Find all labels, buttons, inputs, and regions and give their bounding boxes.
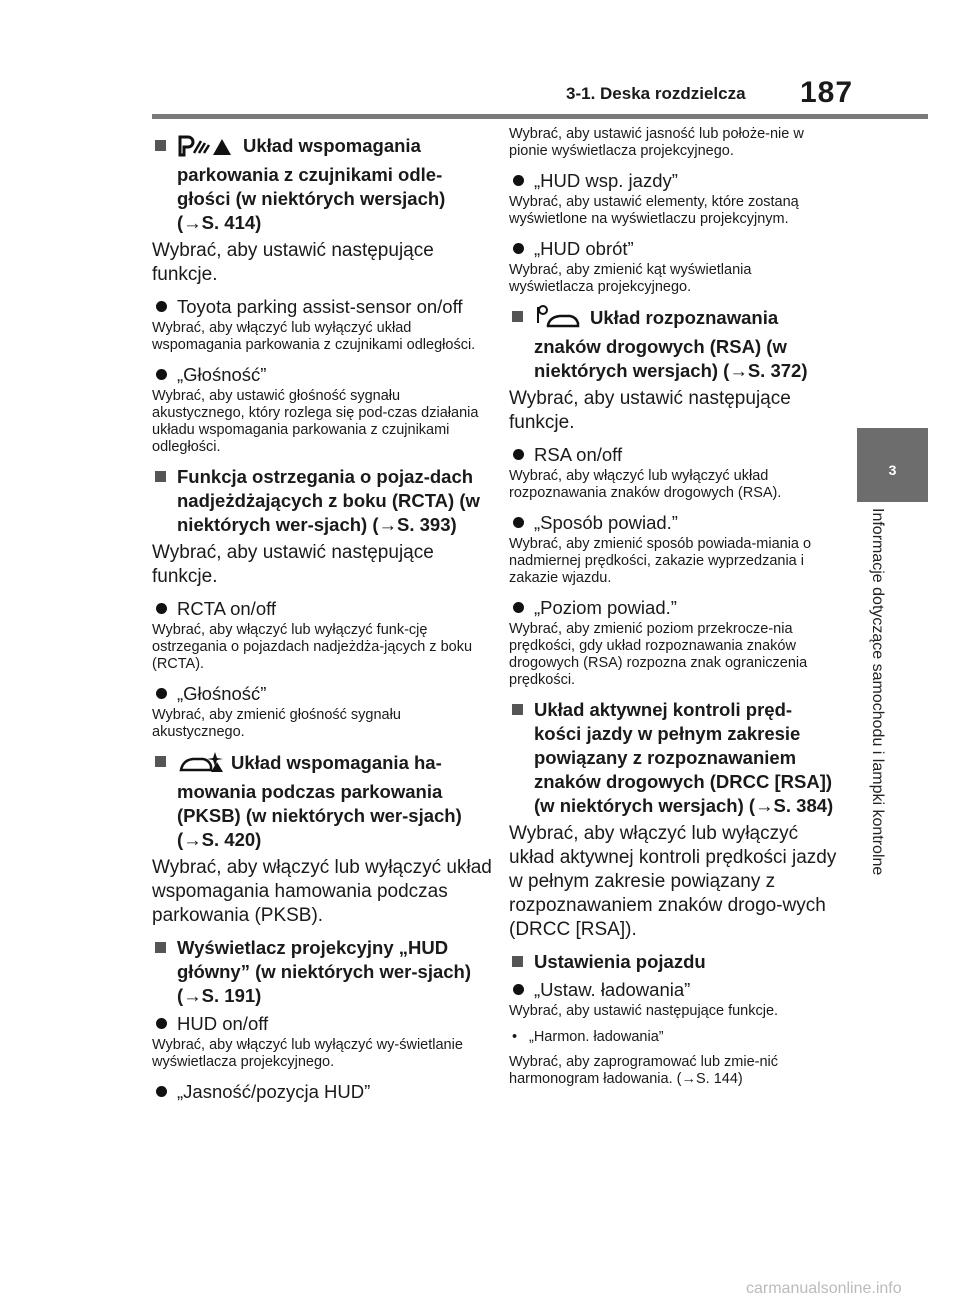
bullet-item	[509, 169, 839, 192]
section-title: Ustawienia pojazdu	[534, 951, 706, 972]
left-column	[152, 134, 492, 1105]
chapter-side-label	[864, 508, 890, 948]
bullet-item	[152, 597, 492, 620]
bullet-description: Wybrać, aby ustawić elementy, które zostaną wyświetlone na wyświetlaczu projekcyjnym.	[509, 194, 799, 227]
square-bullet-icon	[155, 756, 166, 767]
bullet-item	[152, 682, 492, 705]
bullet-label: „HUD wsp. jazdy”	[534, 170, 678, 191]
section-intro: Wybrać, aby włączyć lub wyłączyć układ wspomagania hamowania podczas parkowania (PKSB).	[152, 857, 492, 926]
section-title: Wyświetlacz projekcyjny „HUD główny” (w niektórych wer-sjach) (→S. 191)	[177, 937, 472, 1006]
bullet-label: HUD on/off	[177, 1013, 269, 1034]
chapter-label-text: Informacje dotyczące samochodu i lampki kontrolne	[869, 508, 886, 876]
bullet-item	[152, 363, 492, 386]
bullet-dot-icon	[513, 449, 524, 460]
bullet-description: Wybrać, aby włączyć lub wyłączyć układ rozpoznawania znaków drogowych (RSA).	[509, 468, 782, 501]
bullet-dot-icon	[513, 517, 524, 528]
section-heading	[509, 698, 839, 818]
small-bullet-icon: •	[512, 1029, 518, 1045]
section-title: Układ wspomagania ha-mowania podczas parkowania (PKSB) (w niektórych wer-sjach) (→S. 420)	[177, 752, 462, 850]
sub-bullet-item	[509, 1029, 839, 1046]
bullet-description: Wybrać, aby ustawić następujące funkcje.	[509, 1003, 779, 1019]
header-rule	[152, 114, 928, 119]
bullet-label: „Poziom powiad.”	[534, 597, 677, 618]
bullet-description: Wybrać, aby zmienić głośność sygnału akustycznego.	[152, 707, 401, 740]
square-bullet-icon	[512, 704, 523, 715]
section-heading	[509, 950, 839, 974]
bullet-label: RSA on/off	[534, 444, 623, 465]
bullet-item	[509, 978, 839, 1001]
bullet-description: Wybrać, aby zmienić sposób powiada-miania o nadmiernej prędkości, zakazie wyprzedzania i zakazie wjazdu.	[509, 536, 812, 586]
bullet-item	[152, 295, 492, 318]
section-title: Układ wspomagania parkowania z czujnikami odle-głości (w niektórych wersjach) (→S. 414)	[177, 135, 446, 233]
bullet-label: „Jasność/pozycja HUD”	[177, 1081, 371, 1102]
bullet-label: „Ustaw. ładowania”	[534, 979, 691, 1000]
bullet-description: Wybrać, aby włączyć lub wyłączyć funk-cję ostrzegania o pojazdach nadjeżdża-jących z boku (RCTA).	[152, 622, 473, 672]
section-title: Układ rozpoznawania znaków drogowych (RSA) (w niektórych wersjach) (→S. 372)	[534, 307, 808, 381]
bullet-description: Wybrać, aby włączyć lub wyłączyć układ wspomagania parkowania z czujnikami odległości.	[152, 320, 476, 353]
section-intro: Wybrać, aby włączyć lub wyłączyć układ aktywnej kontroli prędkości jazdy w pełnym zakresie powiązany z rozpoznawaniem znaków drogo-wych (DRCC [RSA]).	[509, 823, 837, 940]
sub-bullet-label: „Harmon. ładowania”	[529, 1029, 664, 1045]
square-bullet-icon	[155, 140, 166, 151]
section-heading	[152, 465, 492, 537]
parking-sensor-icon	[177, 135, 237, 163]
bullet-item	[509, 596, 839, 619]
section-intro: Wybrać, aby ustawić następujące funkcje.	[509, 388, 791, 433]
section-title: Układ aktywnej kontroli pręd-kości jazdy w pełnym zakresie powiązany z rozpoznawaniem znaków drogowych (DRCC [RSA]) (w niektórych wersjach) (→S. 384)	[534, 699, 834, 816]
section-intro: Wybrać, aby ustawić następujące funkcje.	[152, 240, 434, 285]
bullet-description: Wybrać, aby ustawić jasność lub położe-nie w pionie wyświetlacza projekcyjnego.	[509, 126, 804, 159]
bullet-dot-icon	[156, 369, 167, 380]
square-bullet-icon	[155, 942, 166, 953]
bullet-dot-icon	[513, 602, 524, 613]
section-heading	[152, 134, 492, 235]
watermark: carmanualsonline.info	[746, 1280, 902, 1297]
bullet-label: „Głośność”	[177, 683, 267, 704]
bullet-dot-icon	[156, 301, 167, 312]
bullet-description: Wybrać, aby zmienić kąt wyświetlania wyświetlacza projekcyjnego.	[509, 262, 752, 295]
sub-bullet-description: Wybrać, aby zaprogramować lub zmie-nić harmonogram ładowania. (→S. 144)	[509, 1054, 779, 1087]
bullet-description: Wybrać, aby ustawić głośność sygnału akustycznego, który rozlega się pod-czas działania układu wspomagania parkowania z czujnikami odległości.	[152, 388, 479, 455]
bullet-dot-icon	[156, 1018, 167, 1029]
section-heading	[152, 936, 492, 1008]
section-heading	[152, 750, 492, 852]
chapter-number: 3	[888, 462, 897, 478]
bullet-label: „Głośność”	[177, 364, 267, 385]
square-bullet-icon	[512, 311, 523, 322]
square-bullet-icon	[512, 956, 523, 967]
bullet-item	[509, 511, 839, 534]
bullet-item	[509, 237, 839, 260]
bullet-item	[152, 1012, 492, 1035]
bullet-description: Wybrać, aby włączyć lub wyłączyć wy-świetlanie wyświetlacza projekcyjnego.	[152, 1037, 463, 1070]
page-number: 187	[800, 76, 854, 109]
bullet-description: Wybrać, aby zmienić poziom przekrocze-nia prędkości, gdy układ rozpoznawania znaków drogowych (RSA) rozpozna znak ograniczenia prędkości.	[509, 621, 808, 688]
bullet-dot-icon	[156, 688, 167, 699]
bullet-dot-icon	[156, 1086, 167, 1097]
section-intro: Wybrać, aby ustawić następujące funkcje.	[152, 542, 434, 587]
chapter-tab	[857, 428, 928, 502]
bullet-dot-icon	[513, 984, 524, 995]
parking-brake-support-icon	[177, 750, 225, 780]
square-bullet-icon	[155, 471, 166, 482]
header-section-title: 3-1. Deska rozdzielcza	[566, 84, 746, 103]
bullet-label: „Sposób powiad.”	[534, 512, 678, 533]
bullet-label: Toyota parking assist-sensor on/off	[177, 296, 463, 317]
section-title: Funkcja ostrzegania o pojaz-dach nadjeżdżających z boku (RCTA) (w niektórych wer-sjach) (→S. 393)	[177, 466, 480, 535]
bullet-item	[152, 1080, 492, 1103]
road-sign-assist-icon	[534, 305, 584, 335]
bullet-dot-icon	[513, 243, 524, 254]
bullet-label: RCTA on/off	[177, 598, 277, 619]
bullet-label: „HUD obrót”	[534, 238, 634, 259]
right-column	[509, 126, 839, 1097]
bullet-dot-icon	[513, 175, 524, 186]
bullet-item	[509, 443, 839, 466]
bullet-dot-icon	[156, 603, 167, 614]
section-heading	[509, 305, 839, 383]
